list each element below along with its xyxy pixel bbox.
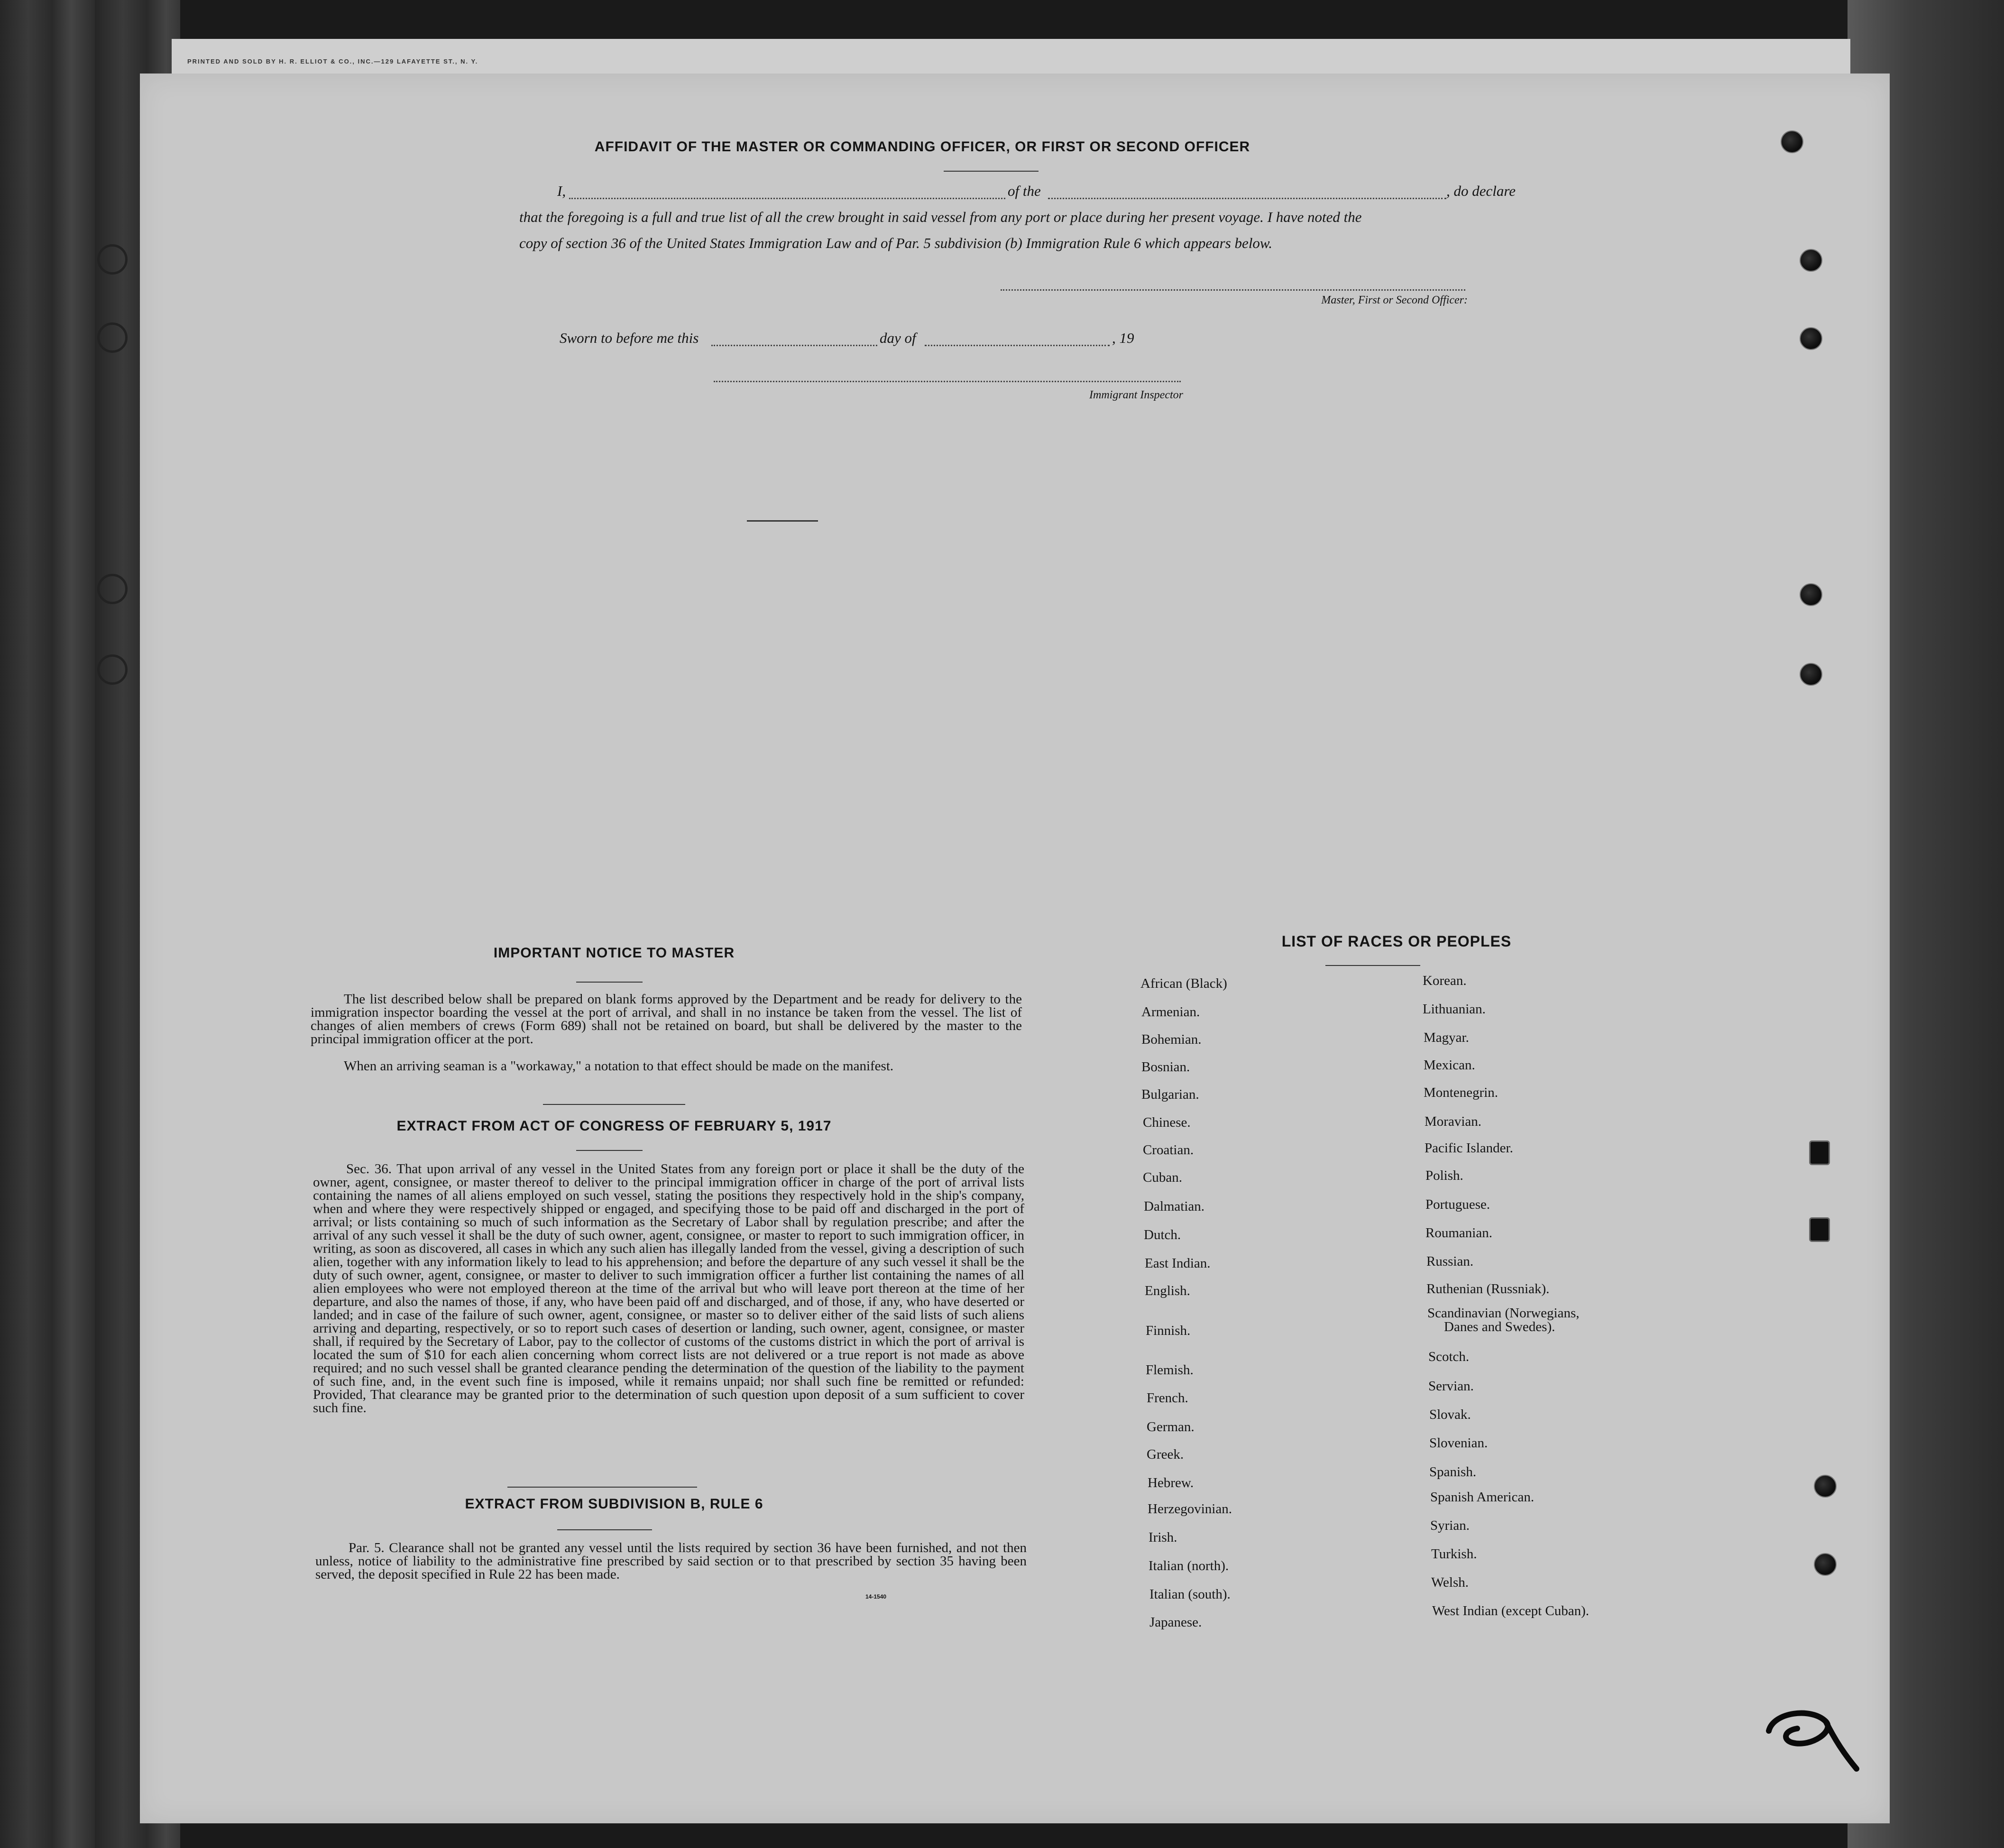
act-paragraph: Sec. 36. That upon arrival of any vessel in the United States from any foreign port or place it shall be the duty of the owner, agent, consignee, or master thereof to deliver to the principal immigration officer in charge of the port of arrival lists containing the names of all aliens employed on such vessel, stating the positions they respectively hold in the ship's company, when and where they were respectively shipped or engaged, and specifying those to be paid off and discharged in the port of arrival; or lists containing so much of such information as the Secretary of Labor shall by regulation prescribe; and after the arrival of any such vessel it shall be the duty of such owner, agent, consignee, or master to report to such immigration officer, in writing, as soon as discovered, all cases in which any such alien has illegally landed from the vessel, giving a description of such alien, together with any information likely to lead to his apprehension; and before the departure of any such vessel it shall be the duty of such owner, agent, consignee, or master to deliver to such immigration officer a further list containing the names of all alien employees who were not employed thereon at the time of the arrival but who will leave port thereon at the time of her departure, and also the names of those, if any, who have been paid off and discharged, and of those, if any, who have deserted or landed; and in case of the failure of such owner, agent, consignee, or master so to deliver either of the said lists of such aliens arriving and departing, respectively, or so to report such cases of desertion or landing, such owner, agent, consignee, or master shall, if required by the Secretary of Labor, pay to the collector of customs of the customs district in which the port of arrival is located the sum of $10 for each alien concerning whom correct lists are not delivered or a true report is not made as above required; and no such vessel shall be granted clearance pending the determination of the question of the liability to the payment of such fine, and, in the event such fine is imposed, while it remains unpaid; nor shall such fine be remitted or refunded: Provided, That clearance may be granted prior to the determination of such question upon deposit of a sum sufficient to cover such fine.	[313, 1161, 1024, 1416]
race-left-item: Bohemian.	[1141, 1032, 1202, 1047]
notice-paragraph-1: The list described below shall be prepared on blank forms approved by the Department and be ready for delivery to the immigration inspector boarding the vessel at the port of arrival, and shall in no instance be taken from the vessel. The list of changes of alien members of crews (Form 689) shall not be retained on board, but shall be delivered by the master to the principal immigration officer at the port.	[311, 992, 1022, 1047]
race-right-item: Welsh.	[1431, 1575, 1469, 1590]
day-of-text: day of	[880, 330, 916, 346]
race-right-item: Scandinavian (Norwegians,	[1427, 1306, 1580, 1321]
race-right-item: Montenegrin.	[1424, 1085, 1498, 1100]
race-right-item: Turkish.	[1431, 1546, 1477, 1562]
race-left-item: Flemish.	[1146, 1362, 1194, 1378]
race-right-item: Syrian.	[1430, 1518, 1470, 1533]
rule-paragraph: Par. 5. Clearance shall not be granted any vessel until the lists required by section 36 have been furnished, and not then unless, notice of liability to the administrative fine prescribed by said section or to that prescribed by section 35 having been served, the deposit specified in Rule 22 has been made.	[315, 1540, 1027, 1582]
race-right-item: Moravian.	[1425, 1114, 1481, 1129]
race-left-item: Cuban.	[1143, 1170, 1182, 1185]
signature-caption: Master, First or Second Officer:	[1321, 294, 1468, 306]
divider	[543, 1104, 685, 1105]
race-left-item: Irish.	[1149, 1530, 1177, 1545]
stray-mark	[747, 520, 818, 522]
race-left-item: Bosnian.	[1141, 1059, 1190, 1075]
race-left-item: Finnish.	[1146, 1323, 1191, 1338]
year-text: , 19	[1112, 330, 1134, 346]
race-left-item: Chinese.	[1143, 1115, 1191, 1130]
race-left-item: African (Black)	[1140, 976, 1227, 991]
race-left-item: Dalmatian.	[1144, 1199, 1205, 1214]
race-right-item: Danes and Swedes).	[1444, 1319, 1555, 1334]
sworn-day-line	[711, 345, 877, 346]
race-right-item: Servian.	[1428, 1379, 1474, 1394]
printer-line: PRINTED AND SOLD BY H. R. ELLIOT & CO., INC.—129 LAFAYETTE ST., N. Y.	[187, 58, 478, 65]
clip-icon	[1809, 1140, 1830, 1165]
affidavit-i: I,	[557, 183, 566, 199]
race-left-item: Italian (south).	[1149, 1587, 1231, 1602]
affidavit-do-declare: , do declare	[1446, 183, 1516, 199]
race-right-item: Roumanian.	[1425, 1225, 1492, 1241]
race-right-item: Spanish.	[1429, 1464, 1477, 1480]
punch-hole-icon	[1814, 1475, 1837, 1498]
divider	[944, 171, 1039, 172]
divider	[576, 982, 643, 983]
race-left-item: Bulgarian.	[1141, 1087, 1199, 1102]
race-left-item: Armenian.	[1141, 1004, 1200, 1020]
notice-title: IMPORTANT NOTICE TO MASTER	[493, 945, 735, 961]
race-left-item: English.	[1145, 1283, 1190, 1298]
divider	[1325, 965, 1420, 966]
punch-hole-icon	[1800, 583, 1822, 606]
race-left-item: Herzegovinian.	[1148, 1501, 1232, 1517]
punch-hole-icon	[97, 322, 128, 353]
rule-title: EXTRACT FROM SUBDIVISION B, RULE 6	[465, 1496, 763, 1512]
sworn-text: Sworn to before me this	[560, 330, 699, 346]
inspector-caption: Immigrant Inspector	[1089, 389, 1183, 401]
document-page	[140, 74, 1890, 1823]
race-left-item: Greek.	[1147, 1447, 1184, 1462]
race-right-item: Scotch.	[1428, 1349, 1470, 1364]
divider	[557, 1529, 652, 1530]
affidavit-of-the: of the	[1008, 183, 1041, 199]
races-title: LIST OF RACES OR PEOPLES	[1281, 933, 1512, 950]
form-number: 14-1540	[865, 1593, 887, 1600]
race-right-item: Russian.	[1426, 1254, 1474, 1269]
race-right-item: Mexican.	[1424, 1057, 1475, 1073]
race-left-item: Hebrew.	[1148, 1475, 1194, 1490]
affidavit-title: AFFIDAVIT OF THE MASTER OR COMMANDING OFFICER, OR FIRST OR SECOND OFFICER	[594, 139, 1250, 155]
race-left-item: Dutch.	[1144, 1227, 1181, 1242]
notice-paragraph-2: When an arriving seaman is a "workaway," a notation to that effect should be made on the manifest.	[344, 1058, 894, 1074]
affidavit-declaration-line	[557, 183, 1516, 206]
vessel-field-line	[1048, 198, 1446, 199]
race-right-item: Lithuanian.	[1423, 1002, 1486, 1017]
act-title: EXTRACT FROM ACT OF CONGRESS OF FEBRUARY 5, 1917	[396, 1118, 832, 1134]
punch-hole-icon	[97, 654, 128, 685]
punch-hole-icon	[1800, 327, 1822, 350]
race-left-item: Croatian.	[1143, 1142, 1194, 1158]
race-right-item: Slovak.	[1429, 1407, 1471, 1422]
name-field-line	[569, 198, 1005, 199]
affidavit-line-3: copy of section 36 of the United States Immigration Law and of Par. 5 subdivision (b) Immigration Rule 6 which appears below.	[519, 235, 1273, 251]
race-right-item: Magyar.	[1424, 1030, 1469, 1045]
signature-line	[1001, 289, 1465, 291]
sworn-line	[560, 330, 1176, 353]
divider	[576, 1150, 643, 1151]
punch-hole-icon	[97, 574, 128, 604]
punch-hole-icon	[1814, 1553, 1837, 1576]
race-right-item: Ruthenian (Russniak).	[1426, 1281, 1550, 1296]
race-right-item: Korean.	[1423, 973, 1467, 988]
divider	[507, 1487, 697, 1488]
race-right-item: West Indian (except Cuban).	[1432, 1603, 1590, 1618]
punch-hole-icon	[1800, 249, 1822, 272]
race-left-item: German.	[1147, 1419, 1195, 1434]
race-left-item: Japanese.	[1149, 1615, 1202, 1630]
handwritten-mark-icon	[1755, 1702, 1868, 1774]
punch-hole-icon	[97, 244, 128, 275]
clip-icon	[1809, 1217, 1830, 1242]
punch-hole-icon	[1800, 663, 1822, 686]
inspector-signature-line	[714, 381, 1181, 382]
race-right-item: Pacific Islander.	[1425, 1140, 1513, 1156]
affidavit-line-2: that the foregoing is a full and true list of all the crew brought in said vessel from any port or place during her present voyage. I have noted the	[519, 209, 1362, 225]
race-right-item: Polish.	[1425, 1168, 1463, 1183]
race-left-item: French.	[1147, 1390, 1188, 1406]
race-right-item: Slovenian.	[1429, 1435, 1488, 1451]
race-right-item: Spanish American.	[1430, 1489, 1535, 1505]
punch-hole-icon	[1781, 130, 1803, 153]
race-right-item: Portuguese.	[1425, 1197, 1490, 1212]
month-line	[925, 345, 1110, 346]
race-left-item: Italian (north).	[1149, 1558, 1229, 1573]
race-left-item: East Indian.	[1145, 1256, 1211, 1271]
